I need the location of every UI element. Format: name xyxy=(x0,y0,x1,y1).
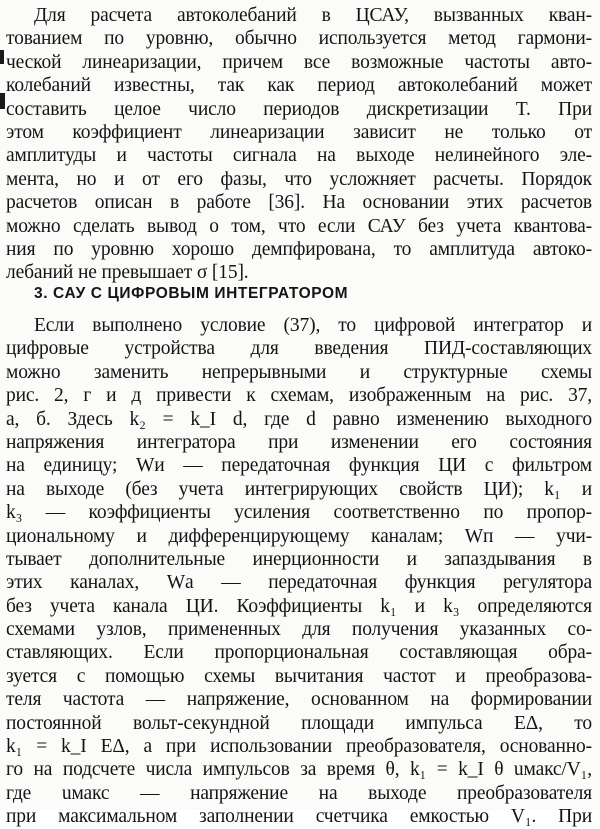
text-line: напряжения интегратора при изменении его состояния xyxy=(6,431,592,453)
text-line: ставляющих. Если пропорциональная составляющая обра- xyxy=(6,642,592,664)
text-line: на единицу; Wи — передаточная функция ЦИ с фильтром xyxy=(6,455,592,477)
text-line: тованием по уровню, обычно используется метод гармони- xyxy=(6,28,592,50)
text-line: составить целое число периодов дискретизации T. При xyxy=(6,98,592,120)
text-line: на выходе (без учета интегрирующих свойств ЦИ); k₁ и xyxy=(6,478,592,500)
text-line: го на подсчете числа импульсов за время θ, k₁ = k_I θ uмакс/V₁, xyxy=(6,759,592,781)
text-line: можно сделать вывод о том, что если САУ без учета квантова- xyxy=(6,215,592,237)
text-line: этом коэффициент линеаризации зависит не только от xyxy=(6,121,592,143)
scan-margin-mark xyxy=(0,93,5,109)
text-line: этих каналах, Wа — передаточная функция регулятора xyxy=(6,572,592,594)
text-line: зуется с помощью схемы вычитания частот и преобразова- xyxy=(6,665,592,687)
text-line: k₃ — коэффициенты усиления соответственно по пропор- xyxy=(6,502,592,524)
text-line: амплитуды и частоты сигнала на выходе нелинейного эле- xyxy=(6,145,592,167)
text-line: ния по уровню хорошо демпфирована, то амплитуда автоко- xyxy=(6,238,592,260)
text-line: где uмакс — напряжение на выходе преобразователя xyxy=(6,782,592,804)
text-line: схемами узлов, примененных для получения указанных со- xyxy=(6,619,592,641)
text-line: Для расчета автоколебаний в ЦСАУ, вызванных кван- xyxy=(34,5,592,26)
paragraph-1 xyxy=(6,4,592,285)
text-line: при максимальном заполнении счетчика емкостью V₁. При xyxy=(6,806,592,828)
text-line: можно заменить непрерывными и структурные схемы xyxy=(6,361,592,383)
text-line: мента, но и от его фазы, что усложняет расчеты. Порядок xyxy=(6,168,592,190)
text-line: циональному и дифференцирующему каналам; Wп — учи- xyxy=(6,525,592,547)
text-line: цифровые устройства для введения ПИД-составляющих xyxy=(6,338,592,360)
text-line: постоянной вольт-секундной площади импульса EΔ, то xyxy=(6,712,592,734)
text-line: теля частота — напряжение, основанном на формировании xyxy=(6,689,592,711)
text-line: лебаний не превышает σ [15]. xyxy=(6,262,249,284)
text-line: тывает дополнительные инерционности и запаздывания в xyxy=(6,548,592,570)
text-line: рис. 2, г и д привести к схемам, изображенным на рис. 37, xyxy=(6,385,592,407)
scan-margin-mark xyxy=(0,50,4,64)
text-line: колебаний известны, так как период автоколебаний может xyxy=(6,75,592,97)
section-heading: 3. САУ С ЦИФРОВЫМ ИНТЕГРАТОРОМ xyxy=(34,285,349,302)
text-line: k₁ = k_I EΔ, а при использовании преобразователя, основанно- xyxy=(6,736,592,758)
text-line: а, б. Здесь k₂ = k_I d, где d равно изменению выходного xyxy=(6,408,592,430)
text-line: Если выполнено условие (37), то цифровой интегратор и xyxy=(34,315,592,336)
text-line: ческой линеаризации, причем все возможные частоты авто- xyxy=(6,51,592,73)
text-line: без учета канала ЦИ. Коэффициенты k₁ и k₃ определяются xyxy=(6,595,592,617)
text-line: расчетов описан в работе [36]. На основании этих расчетов xyxy=(6,192,592,214)
paragraph-2 xyxy=(6,314,592,829)
